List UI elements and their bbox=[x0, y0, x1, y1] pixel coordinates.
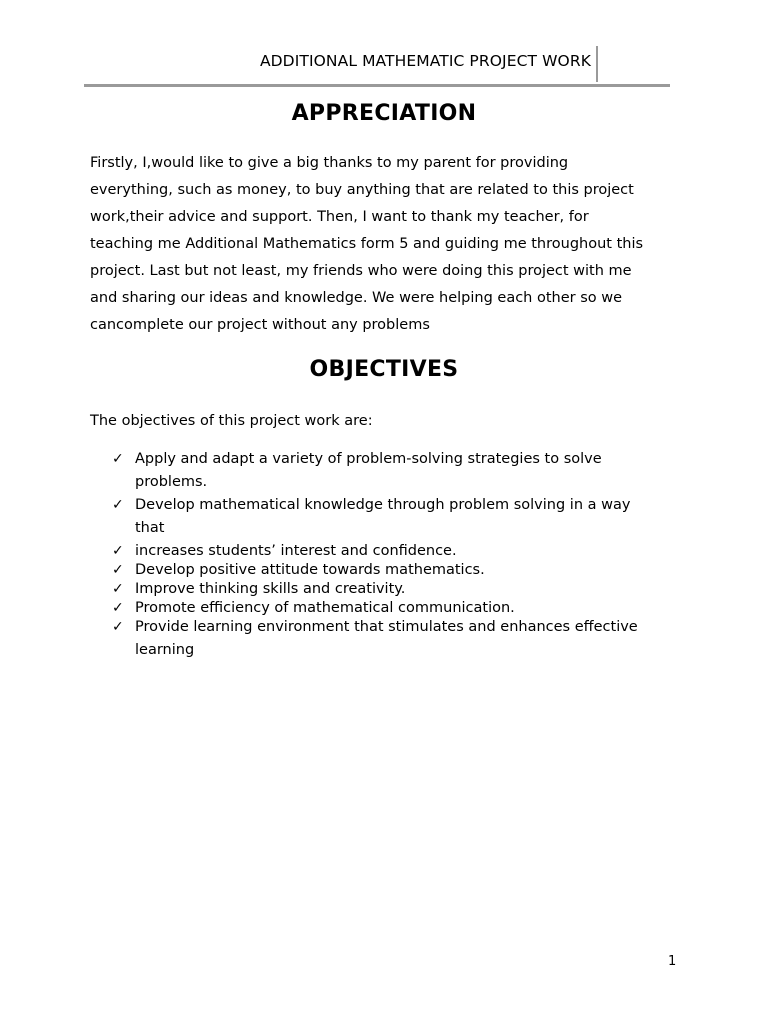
objectives-heading: OBJECTIVES bbox=[309, 357, 459, 382]
appreciation-line: and sharing our ideas and knowledge. We were helping each other so we bbox=[90, 290, 623, 306]
list-item bbox=[112, 450, 682, 496]
list-item-text: increases students’ interest and confidence. bbox=[135, 543, 457, 559]
list-item bbox=[112, 580, 682, 599]
objectives-intro: The objectives of this project work are: bbox=[90, 413, 373, 429]
list-item-text: Promote efficiency of mathematical communication. bbox=[135, 600, 515, 616]
objectives-list bbox=[112, 450, 682, 664]
header-title: ADDITIONAL MATHEMATIC PROJECT WORK bbox=[259, 52, 591, 70]
page-header bbox=[84, 46, 670, 87]
list-item bbox=[112, 561, 682, 580]
list-item bbox=[112, 496, 682, 542]
appreciation-line: Firstly, I,would like to give a big thanks to my parent for providing bbox=[90, 155, 569, 171]
appreciation-line: everything, such as money, to buy anything that are related to this project bbox=[90, 182, 634, 198]
appreciation-line: teaching me Additional Mathematics form 5 and guiding me throughout this bbox=[90, 236, 644, 252]
header-vertical-rule bbox=[596, 46, 598, 82]
list-item-text: Improve thinking skills and creativity. bbox=[135, 581, 406, 597]
list-item-continuation: problems. bbox=[135, 474, 208, 490]
appreciation-paragraph bbox=[90, 150, 680, 339]
checkmark-icon: ✓ bbox=[112, 562, 124, 578]
list-item-continuation: learning bbox=[135, 642, 195, 658]
list-item bbox=[112, 542, 682, 561]
list-item-text: Apply and adapt a variety of problem-solving strategies to solve bbox=[135, 451, 602, 467]
checkmark-icon: ✓ bbox=[112, 619, 124, 635]
appreciation-line: work,their advice and support. Then, I want to thank my teacher, for bbox=[90, 209, 589, 225]
checkmark-icon: ✓ bbox=[112, 543, 124, 559]
checkmark-icon: ✓ bbox=[112, 497, 124, 513]
list-item-continuation: that bbox=[135, 520, 165, 536]
page-number: 1 bbox=[668, 954, 677, 969]
list-item-text: Develop mathematical knowledge through problem solving in a way bbox=[135, 497, 631, 513]
list-item bbox=[112, 599, 682, 618]
appreciation-line: project. Last but not least, my friends who were doing this project with me bbox=[90, 263, 632, 279]
checkmark-icon: ✓ bbox=[112, 581, 124, 597]
appreciation-line: cancomplete our project without any problems bbox=[90, 317, 430, 333]
list-item-text: Develop positive attitude towards mathematics. bbox=[135, 562, 485, 578]
checkmark-icon: ✓ bbox=[112, 600, 124, 616]
list-item bbox=[112, 618, 682, 664]
checkmark-icon: ✓ bbox=[112, 451, 124, 467]
appreciation-heading: APPRECIATION bbox=[291, 101, 477, 126]
list-item-text: Provide learning environment that stimulates and enhances effective bbox=[135, 619, 638, 635]
